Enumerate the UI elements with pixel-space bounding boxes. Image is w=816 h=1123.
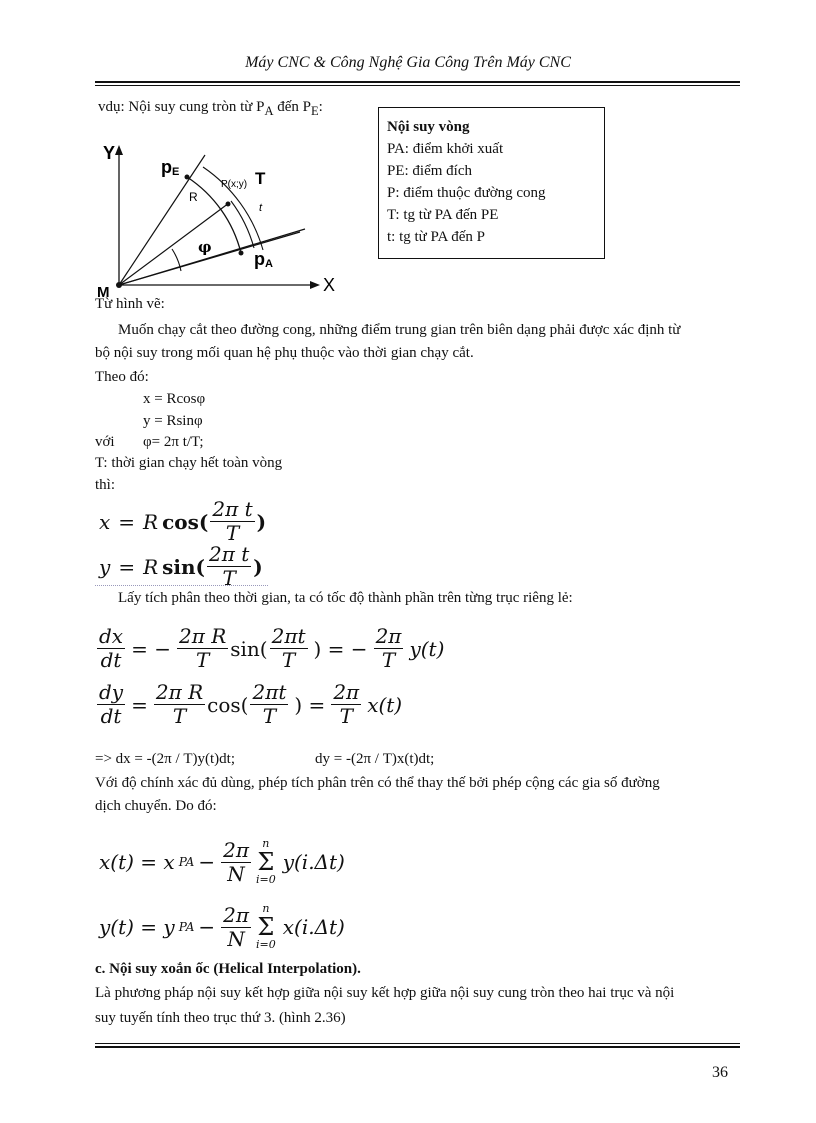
then-text: thì:	[95, 477, 116, 493]
header-rule-thin	[95, 85, 740, 86]
legend-item: PE: điểm đích	[387, 163, 472, 179]
legend-item: PA: điểm khởi xuất	[387, 141, 504, 157]
phi-label: φ	[198, 238, 212, 256]
formula-sum-x: x(t) = x PA − $\frac{2\pi}{N}$ n Σ i=0 y(i.Δt)	[99, 837, 345, 886]
origin-point	[116, 282, 122, 288]
integrate-text: Lấy tích phân theo thời gian, ta có tốc độ thành phần trên từng trục riêng lẻ:	[118, 590, 573, 606]
footer-rule	[95, 1046, 740, 1048]
equation-phi: φ= 2π t/T;	[143, 434, 204, 450]
example-line: vdụ: Nội suy cung tròn từ $P_A$ đến $P_E$:	[98, 99, 323, 118]
x-arrowhead	[310, 281, 320, 289]
ray-base	[119, 229, 305, 285]
equation-x: x = Rcosφ	[143, 391, 206, 407]
formula-y-sin: y = R sin( $\frac{\text{2π t}}{T}$ )	[99, 542, 263, 590]
page-header-title: Máy CNC & Công Nghệ Gia Công Trên Máy CNC	[245, 54, 571, 71]
point-p-label: P(x;y)	[221, 179, 248, 190]
result-dx: => dx = -(2π / T)y(t)dt;	[95, 751, 236, 767]
footer-rule-thin	[95, 1043, 740, 1044]
pa-label: pA	[254, 249, 273, 270]
from-figure-text: Từ hình vẽ:	[95, 296, 165, 312]
formula-x-cos: x = R cos( $\frac{\text{2π t}}{T}$ )	[99, 497, 267, 545]
origin-label: M	[97, 284, 110, 300]
interpolation-diagram	[95, 135, 350, 300]
result-dy: dy = -(2π / T)x(t)dt;	[315, 751, 435, 767]
accordingly-text: Theo đó:	[95, 369, 149, 385]
legend-box	[378, 107, 605, 259]
axis-x-label: X	[323, 275, 336, 295]
pe-label: pE	[161, 157, 180, 178]
paragraph-1-line-1: Muốn chạy cắt theo đường cong, những điểm trung gian trên biên dạng phải được xác định từ	[118, 322, 681, 338]
with-label: với	[95, 434, 115, 450]
legend-item: T: tg từ PA đến PE	[387, 207, 499, 223]
r-label: R	[189, 190, 198, 204]
header-rule	[95, 81, 740, 83]
section-c-heading: c. Nội suy xoắn ốc (Helical Interpolation).	[95, 961, 361, 977]
paragraph-2-line-2: dịch chuyển. Do đó:	[95, 798, 217, 814]
legend-item: P: điểm thuộc đường cong	[387, 185, 546, 201]
legend-title: Nội suy vòng	[387, 119, 470, 135]
y-arrowhead	[115, 145, 123, 155]
formula-dy-dt: $\frac{dy}{dt}$ = $\frac{\text{2π R}}{T}$ cos( $\frac{2\pi t}{T}$ ) = $\frac{2\pi}{T}$ x(t)	[99, 680, 403, 728]
ray-p	[119, 203, 229, 285]
paragraph-2-line-1: Với độ chính xác đủ dùng, phép tích phân trên có thể thay thế bởi phép cộng các gia số đường	[95, 775, 660, 791]
page-number: 36	[712, 1064, 728, 1081]
axis-y-label: Y	[103, 143, 116, 163]
point-pa	[239, 251, 244, 256]
arc-t-small	[231, 201, 254, 248]
formula-dx-dt: $\frac{dx}{dt}$ = − $\frac{\text{2π R}}{T}$ sin( $\frac{2\pi t}{T}$ ) = − $\frac{2\pi}{T}$ y(t)	[99, 624, 445, 672]
point-p	[226, 202, 231, 207]
paragraph-1-line-2: bộ nội suy trong mối quan hệ phụ thuộc vào thời gian chạy cắt.	[95, 345, 474, 361]
formula-sum-y: y(t) = y PA − $\frac{2\pi}{N}$ n Σ i=0 x(i.Δt)	[99, 902, 345, 951]
paragraph-3-line-2: suy tuyến tính theo trục thứ 3. (hình 2.36)	[95, 1010, 346, 1026]
equation-y: y = Rsinφ	[143, 413, 203, 429]
period-definition: T: thời gian chạy hết toàn vòng	[95, 455, 283, 471]
t-big-label: T	[255, 169, 266, 188]
t-small-label: t	[259, 202, 263, 214]
legend-item: t: tg từ PA đến P	[387, 229, 486, 245]
point-pe	[185, 175, 190, 180]
formula-separator	[95, 585, 268, 586]
paragraph-3-line-1: Là phương pháp nội suy kết hợp giữa nội suy kết hợp giữa nội suy cung tròn theo hai trục và nội	[95, 985, 675, 1001]
